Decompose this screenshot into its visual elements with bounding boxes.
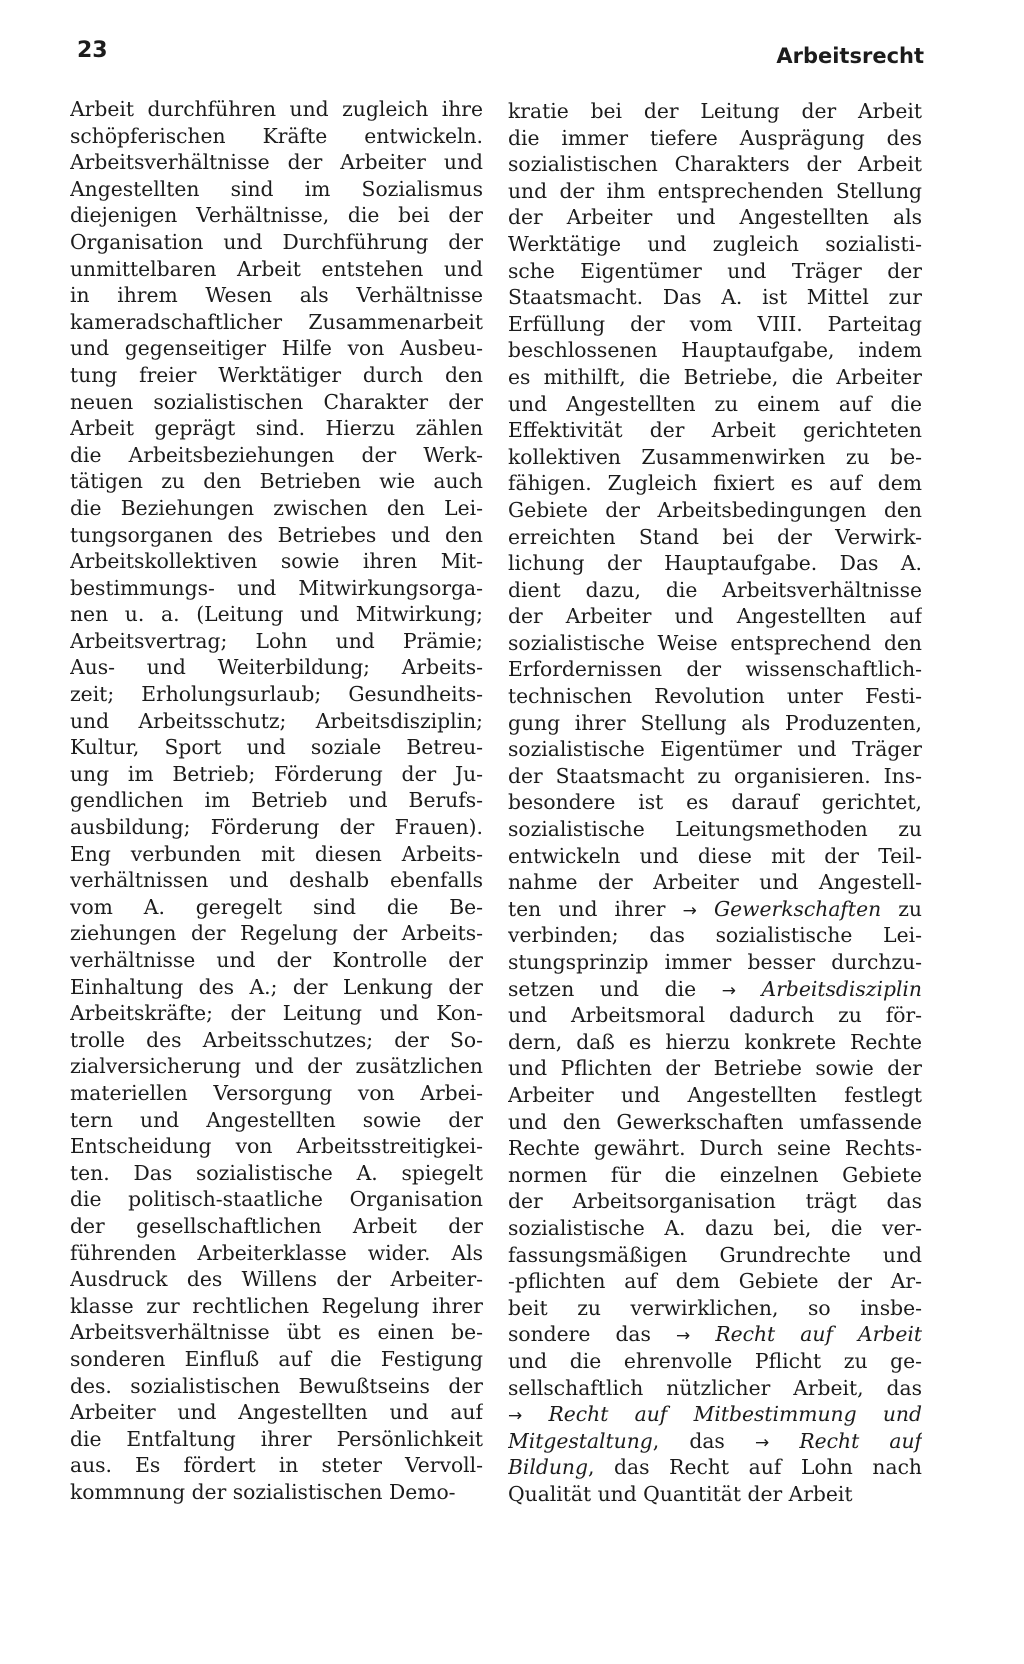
- text-line: der Arbeitsorganisation trägt das: [508, 1189, 922, 1214]
- text-line: Aus- und Weiterbildung; Arbeits-: [70, 655, 483, 680]
- text-line: und die ehrenvolle Pflicht zu ge-: [508, 1348, 922, 1373]
- text-line: Mitgestaltung, das → Recht auf: [508, 1428, 922, 1453]
- text-line: Ausdruck des Willens der Arbeiter-: [70, 1267, 483, 1292]
- text-line: aus. Es fördert in steter Vervoll-: [70, 1453, 483, 1478]
- text-line: ten. Das sozialistische A. spiegelt: [70, 1160, 483, 1185]
- text-line: besondere ist es darauf gerichtet,: [508, 790, 922, 815]
- text-line: Organisation und Durchführung der: [70, 229, 483, 254]
- text-line: Erfüllung der vom VIII. Parteitag: [508, 311, 922, 336]
- text-line: trolle des Arbeitsschutzes; der So-: [70, 1027, 483, 1052]
- text-line: klasse zur rechtlichen Regelung ihrer: [70, 1293, 483, 1318]
- text-line: bestimmungs- und Mitwirkungsorga-: [70, 575, 483, 600]
- text-line: Gebiete der Arbeitsbedingungen den: [508, 497, 922, 522]
- text-line: zialversicherung und der zusätzlichen: [70, 1054, 483, 1079]
- text-line: tung freier Werktätiger durch den: [70, 362, 483, 387]
- text-line: und Angestellten zu einem auf die: [508, 391, 922, 416]
- left-text-column: [70, 96, 483, 1505]
- text-line: technischen Revolution unter Festi-: [508, 684, 922, 709]
- text-line: Rechte gewährt. Durch seine Rechts-: [508, 1136, 922, 1161]
- text-line: und Pflichten der Betriebe sowie der: [508, 1056, 922, 1081]
- text-line: gung ihrer Stellung als Produzenten,: [508, 710, 922, 735]
- text-line: nen u. a. (Leitung und Mitwirkung;: [70, 602, 483, 627]
- text-line: Angestellten sind im Sozialismus: [70, 176, 483, 201]
- text-line: und Arbeitsschutz; Arbeitsdisziplin;: [70, 708, 483, 733]
- text-line: kameradschaftlicher Zusammenarbeit: [70, 309, 483, 334]
- text-line: Arbeitsverhältnisse der Arbeiter und: [70, 150, 483, 175]
- text-line: und Arbeitsmoral dadurch zu för-: [508, 1003, 922, 1028]
- text-line: Erfordernissen der wissenschaftlich-: [508, 657, 922, 682]
- text-line: kommnung der sozialistischen Demo-: [70, 1479, 456, 1504]
- text-line: neuen sozialistischen Charakter der: [70, 389, 483, 414]
- right-text-column: [508, 98, 922, 1507]
- text-line: Eng verbunden mit diesen Arbeits-: [70, 841, 483, 866]
- text-line: die politisch-staatliche Organisation: [70, 1187, 483, 1212]
- text-line: unmittelbaren Arbeit entstehen und: [70, 256, 483, 281]
- text-line: sozialistische Eigentümer und Träger: [508, 737, 922, 762]
- text-line: Arbeitsvertrag; Lohn und Prämie;: [70, 628, 483, 653]
- text-line: verhältnissen und deshalb ebenfalls: [70, 868, 483, 893]
- text-line: stungsprinzip immer besser durchzu-: [508, 950, 922, 974]
- text-line: tern und Angestellten sowie der: [70, 1107, 483, 1132]
- text-line: setzen und die → Arbeitsdisziplin: [508, 976, 922, 1001]
- text-line: Kultur, Sport und soziale Betreu-: [70, 735, 483, 760]
- text-line: beschlossenen Hauptaufgabe, indem: [508, 338, 922, 363]
- text-line: die immer tiefere Ausprägung des: [508, 125, 922, 150]
- text-line: diejenigen Verhältnisse, die bei der: [70, 203, 483, 228]
- text-line: Einhaltung des A.; der Lenkung der: [70, 974, 483, 999]
- text-line: Arbeit geprägt sind. Hierzu zählen: [70, 416, 483, 441]
- text-line: tätigen zu den Betrieben wie auch: [70, 469, 483, 494]
- text-line: in ihrem Wesen als Verhältnisse: [70, 283, 483, 308]
- text-line: sellschaftlich nützlicher Arbeit, das: [508, 1375, 922, 1400]
- text-line: erreichten Stand bei der Verwirk-: [508, 524, 922, 549]
- text-line: dern, daß es hierzu konkrete Rechte: [508, 1029, 922, 1054]
- text-line: und der ihm entsprechenden Stellung: [508, 178, 922, 203]
- text-line: die Beziehungen zwischen den Lei-: [70, 495, 483, 520]
- text-line: und den Gewerkschaften umfassende: [508, 1109, 922, 1134]
- text-line: die Entfaltung ihrer Persönlichkeit: [70, 1426, 483, 1451]
- text-line: Bildung, das Recht auf Lohn nach: [508, 1455, 922, 1480]
- text-line: und gegenseitiger Hilfe von Ausbeu-: [70, 336, 483, 361]
- page-number: 23: [77, 38, 108, 63]
- text-line: -pflichten auf dem Gebiete der Ar-: [508, 1269, 922, 1294]
- text-line: sozialistische Leitungsmethoden zu: [508, 817, 922, 842]
- text-line: sozialistischen Charakters der Arbeit: [508, 152, 922, 177]
- text-line: führenden Arbeiterklasse wider. Als: [70, 1240, 483, 1265]
- text-line: kollektiven Zusammenwirken zu be-: [508, 444, 922, 469]
- text-line: sozialistische Weise entsprechend den: [508, 630, 922, 655]
- text-line: gendlichen im Betrieb und Berufs-: [70, 788, 483, 813]
- text-line: fähigen. Zugleich fixiert es auf dem: [508, 471, 922, 496]
- running-title: Arbeitsrecht: [776, 44, 924, 68]
- text-line: Entscheidung von Arbeitsstreitigkei-: [70, 1134, 483, 1159]
- text-line: verbinden; das sozialistische Lei-: [508, 923, 922, 948]
- text-line: verhältnisse und der Kontrolle der: [70, 948, 483, 972]
- text-line: Staatsmacht. Das A. ist Mittel zur: [508, 285, 922, 310]
- text-line: Arbeiter und Angestellten und auf: [70, 1400, 483, 1425]
- text-line: beit zu verwirklichen, so insbe-: [508, 1295, 922, 1320]
- text-line: normen für die einzelnen Gebiete: [508, 1162, 922, 1187]
- text-line: entwickeln und diese mit der Teil-: [508, 843, 922, 868]
- text-line: sonderen Einfluß auf die Festigung: [70, 1346, 483, 1371]
- text-line: Arbeitsverhältnisse übt es einen be-: [70, 1320, 483, 1345]
- text-line: der Arbeiter und Angestellten als: [508, 205, 922, 230]
- text-line: fassungsmäßigen Grundrechte und: [508, 1242, 922, 1267]
- text-line: dient dazu, die Arbeitsverhältnisse: [508, 577, 922, 602]
- text-line: nahme der Arbeiter und Angestell-: [508, 870, 922, 895]
- text-line: Arbeit durchführen und zugleich ihre: [70, 97, 483, 121]
- text-line: Arbeiter und Angestellten festlegt: [508, 1082, 922, 1107]
- text-line: sondere das → Recht auf Arbeit: [508, 1322, 922, 1347]
- text-line: der Arbeiter und Angestellten auf: [508, 604, 922, 629]
- text-line: tungsorganen des Betriebes und den: [70, 522, 483, 547]
- text-line: schöpferischen Kräfte entwickeln.: [70, 123, 483, 148]
- text-line: ausbildung; Förderung der Frauen).: [70, 815, 483, 840]
- text-line: zeit; Erholungsurlaub; Gesundheits-: [70, 682, 483, 707]
- text-line: lichung der Hauptaufgabe. Das A.: [508, 551, 922, 576]
- text-line: die Arbeitsbeziehungen der Werk-: [70, 442, 483, 467]
- text-line: kratie bei der Leitung der Arbeit: [508, 99, 922, 123]
- text-line: des. sozialistischen Bewußtseins der: [70, 1373, 483, 1398]
- text-line: es mithilft, die Betriebe, die Arbeiter: [508, 364, 922, 389]
- text-line: sche Eigentümer und Träger der: [508, 258, 922, 283]
- text-line: Arbeitskollektiven sowie ihren Mit-: [70, 549, 483, 574]
- text-line: Werktätige und zugleich sozialisti-: [508, 231, 922, 256]
- text-line: der Staatsmacht zu organisieren. Ins-: [508, 763, 922, 788]
- text-line: der gesellschaftlichen Arbeit der: [70, 1213, 483, 1238]
- text-line: materiellen Versorgung von Arbei-: [70, 1080, 483, 1105]
- text-line: ung im Betrieb; Förderung der Ju-: [70, 761, 483, 786]
- text-line: ten und ihrer → Gewerkschaften zu: [508, 896, 922, 921]
- text-line: → Recht auf Mitbestimmung und: [508, 1402, 922, 1427]
- text-line: ziehungen der Regelung der Arbeits-: [70, 921, 483, 946]
- text-line: Effektivität der Arbeit gerichteten: [508, 418, 922, 443]
- text-line: Arbeitskräfte; der Leitung und Kon-: [70, 1001, 483, 1026]
- text-line: Qualität und Quantität der Arbeit: [508, 1481, 853, 1506]
- text-line: vom A. geregelt sind die Be-: [70, 894, 483, 919]
- text-line: sozialistische A. dazu bei, die ver-: [508, 1215, 922, 1240]
